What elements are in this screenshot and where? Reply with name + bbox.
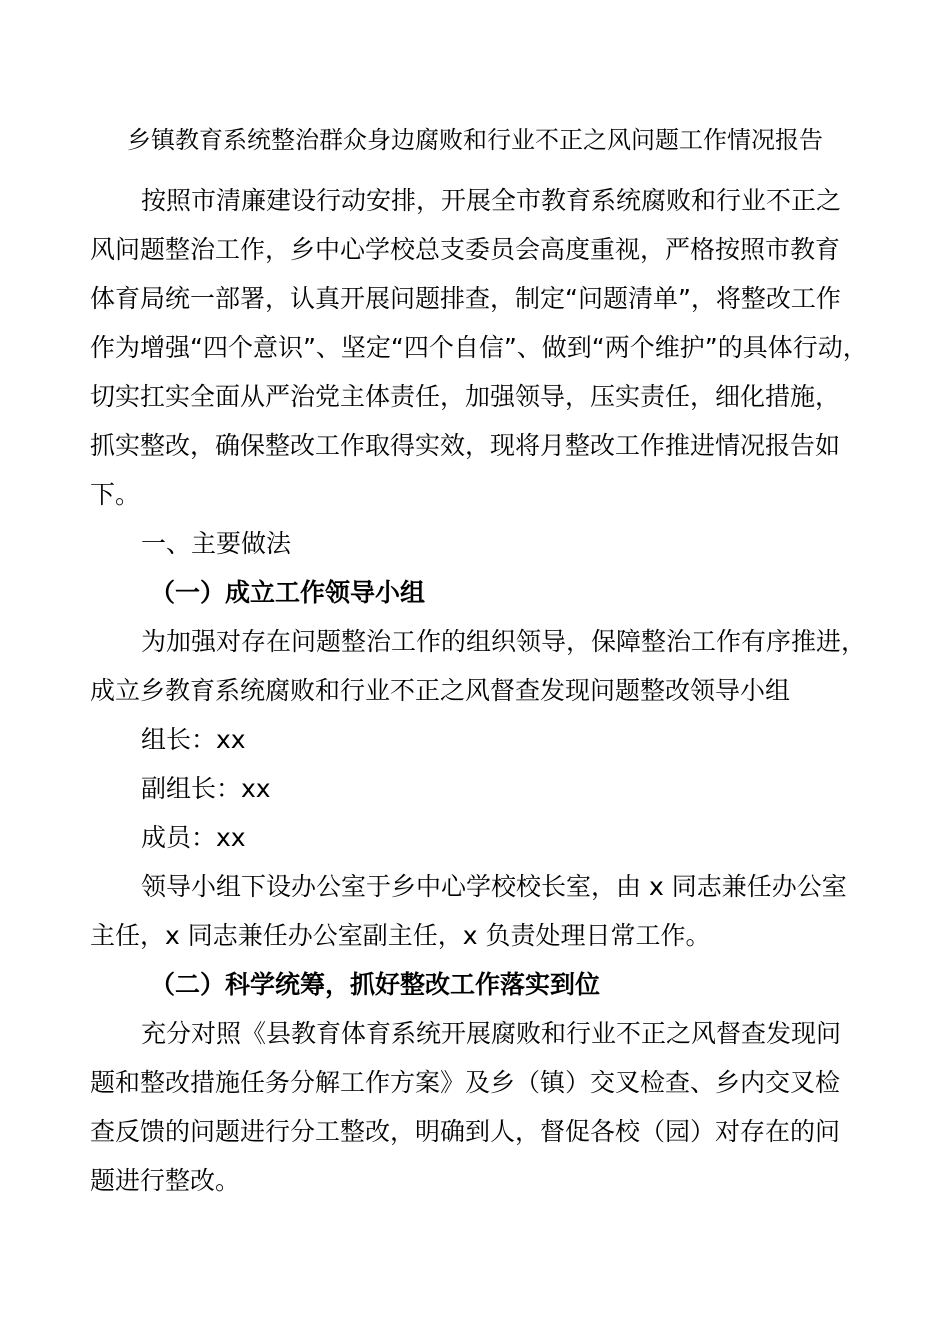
sub1-line-2: 成立乡教育系统腐败和行业不正之风督查发现问题整改领导小组 (90, 676, 791, 705)
section-heading-main-practices: 一、主要做法 (141, 529, 292, 558)
office-line-1: 领导小组下设办公室于乡中心学校校长室，由 x 同志兼任办公室 (141, 872, 847, 901)
intro-line-1: 按照市清廉建设行动安排，开展全市教育系统腐败和行业不正之 (141, 186, 842, 215)
sub2-line-4: 题进行整改。 (90, 1166, 241, 1195)
intro-line-6: 抓实整改，确保整改工作取得实效，现将月整改工作推进情况报告如 (90, 431, 841, 460)
intro-line-5: 切实扛实全面从严治党主体责任，加强领导，压实责任，细化措施， (90, 382, 841, 411)
sub2-line-2: 题和整改措施任务分解工作方案》及乡（镇）交叉检查、乡内交叉检 (90, 1068, 841, 1097)
document-title: 乡镇教育系统整治群众身边腐败和行业不正之风问题工作情况报告 (127, 126, 823, 154)
intro-line-2: 风问题整治工作，乡中心学校总支委员会高度重视，严格按照市教育 (90, 235, 841, 264)
intro-line-7: 下。 (90, 480, 141, 509)
intro-line-3: 体育局统一部署，认真开展问题排查，制定“问题清单”，将整改工作 (90, 284, 841, 313)
group-leader: 组长：xx (141, 725, 246, 754)
office-line-2: 主任，x 同志兼任办公室副主任，x 负责处理日常工作。 (90, 921, 711, 950)
sub2-line-3: 查反馈的问题进行分工整改，明确到人，督促各校（园）对存在的问 (90, 1117, 841, 1146)
intro-line-4: 作为增强“四个意识”、坚定“四个自信”、做到“两个维护”的具体行动， (90, 333, 868, 362)
sub2-line-1: 充分对照《县教育体育系统开展腐败和行业不正之风督查发现问 (141, 1019, 842, 1048)
group-members: 成员：xx (141, 823, 246, 852)
sub1-line-1: 为加强对存在问题整治工作的组织领导，保障整治工作有序推进， (141, 627, 867, 656)
group-deputy-leader: 副组长：xx (141, 774, 271, 803)
subsection-heading-coordination: （二）科学统筹，抓好整改工作落实到位 (150, 970, 601, 999)
subsection-heading-leading-group: （一）成立工作领导小组 (150, 578, 426, 607)
